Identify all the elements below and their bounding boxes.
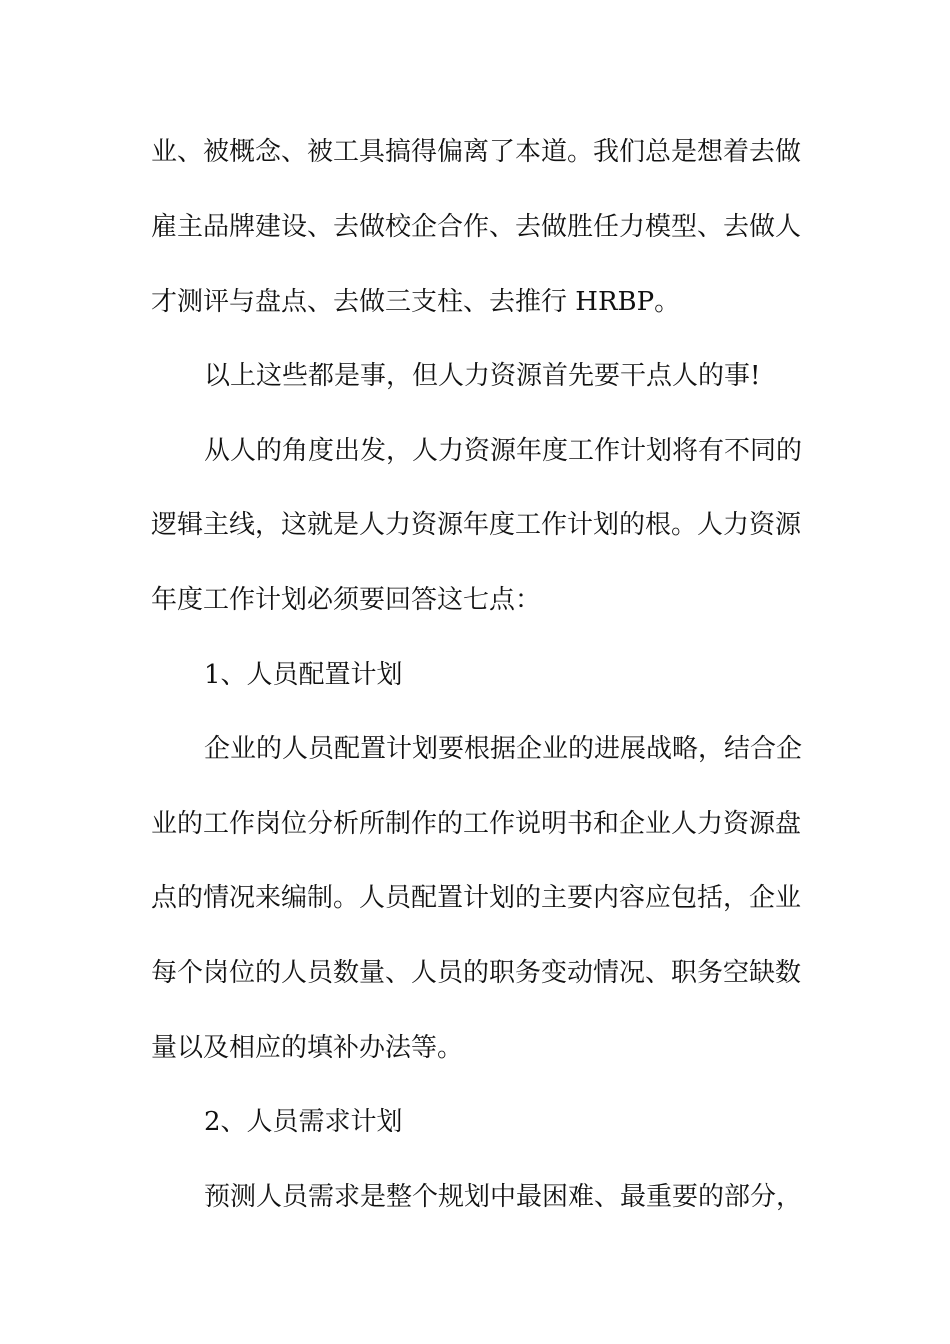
paragraph-line: 雇主品牌建设、去做校企合作、去做胜任力模型、去做人 [151,212,802,242]
paragraph-line: 企业的人员配置计划要根据企业的进展战略，结合企 [204,734,803,764]
section-heading: 1、人员配置计划 [204,660,403,690]
paragraph-line: 量以及相应的填补办法等。 [151,1033,464,1063]
paragraph-line: 业、被概念、被工具搞得偏离了本道。我们总是想着去做 [151,137,802,167]
paragraph-line: 业的工作岗位分析所制作的工作说明书和企业人力资源盘 [151,809,802,839]
section-heading: 2、人员需求计划 [204,1107,403,1137]
paragraph-line: 每个岗位的人员数量、人员的职务变动情况、职务空缺数 [151,958,802,988]
paragraph-line: 点的情况来编制。人员配置计划的主要内容应包括，企业 [151,883,802,913]
paragraph-line: 以上这些都是事，但人力资源首先要干点人的事! [204,361,761,391]
paragraph-line: 逻辑主线，这就是人力资源年度工作计划的根。人力资源 [151,510,802,540]
paragraph-line: 预测人员需求是整个规划中最困难、最重要的部分， [204,1182,803,1212]
paragraph-line: 从人的角度出发，人力资源年度工作计划将有不同的 [204,436,803,466]
paragraph-line: 才测评与盘点、去做三支柱、去推行 HRBP。 [151,287,681,317]
paragraph-line: 年度工作计划必须要回答这七点： [151,585,542,615]
